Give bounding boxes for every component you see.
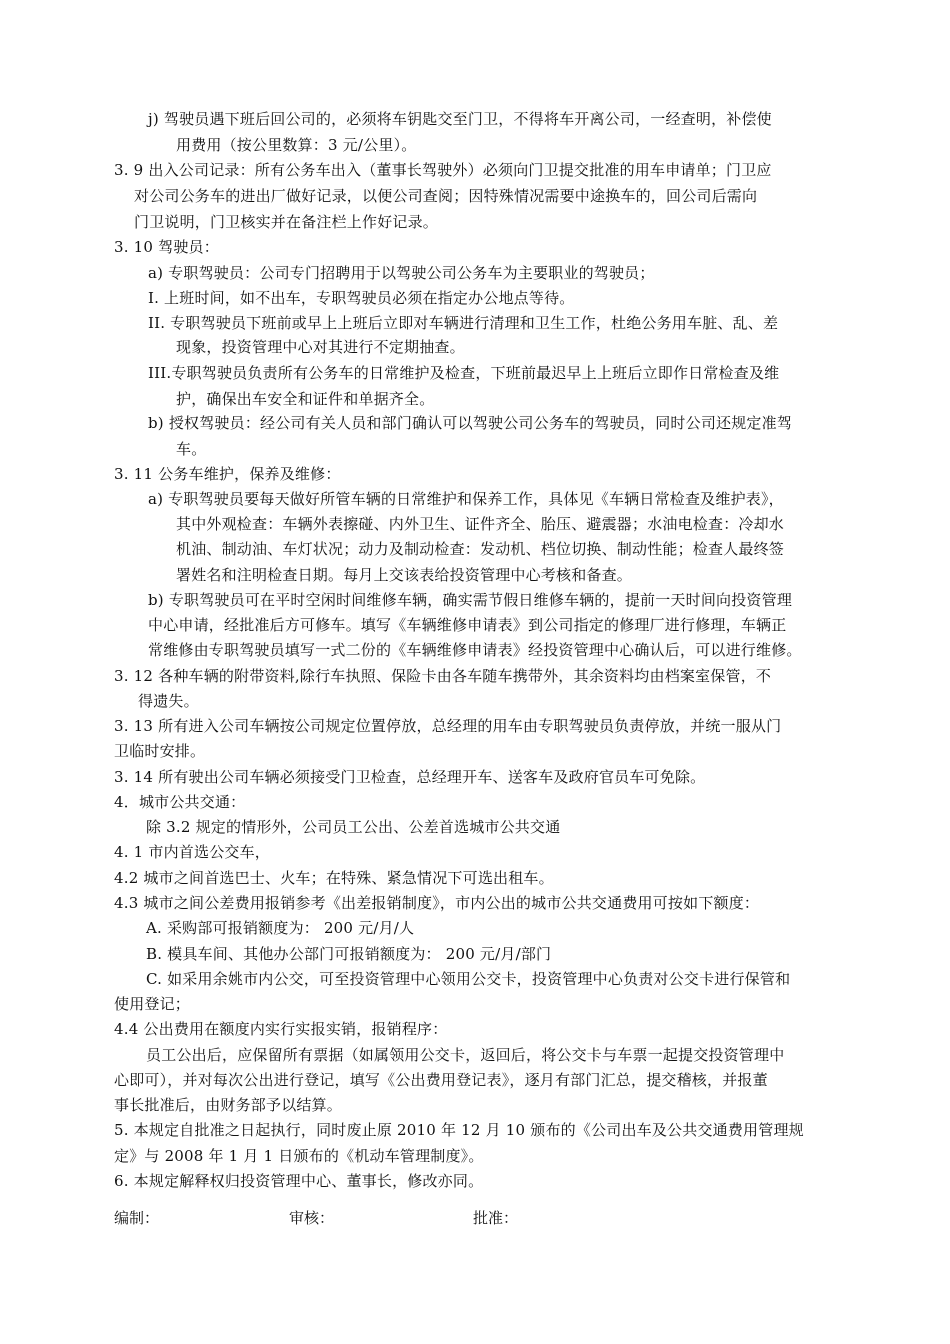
section-3-11-heading: 3. 11 公务车维护，保养及维修： [114,465,341,483]
clause-3-11-a-line-1: a) 专职驾驶员要每天做好所管车辆的日常维护和保养工作，具体见《车辆日常检查及维护表》， [148,490,784,508]
section-4-heading: 4．城市公共交通： [114,793,246,811]
clause-3-12-line-1: 3. 12 各种车辆的附带资料,除行车执照、保险卡由各车随车携带外，其余资料均由档案室保管，不 [114,667,772,685]
clause-3-11-b-line-2: 中心申请，经批准后方可修车。填写《车辆维修申请表》到公司指定的修理厂进行修理，车辆正 [148,616,787,634]
signature-compile-label: 编制： [114,1209,160,1227]
clause-3-11-a-line-2: 其中外观检查：车辆外表擦碰、内外卫生、证件齐全、胎压、避震器；水油电检查：冷却水 [176,515,785,533]
clause-3-10-iii-line-1: III.专职驾驶员负责所有公务车的日常维护及检查，下班前最迟早上上班后立即作日常检查及维 [148,364,780,382]
clause-3-10-ii-line-1: II. 专职驾驶员下班前或早上上班后立即对车辆进行清理和卫生工作，杜绝公务用车脏、乱、差 [148,314,779,332]
clause-3-10-iii-line-2: 护，确保出车安全和证件和单据齐全。 [176,390,435,408]
clause-3-11-a-line-4: 署姓名和注明检查日期。每月上交该表给投资管理中心考核和备查。 [176,566,633,584]
clause-3-13-line-1: 3. 13 所有进入公司车辆按公司规定位置停放，总经理的用车由专职驾驶员负责停放，并统一服从门 [114,717,782,735]
signature-review-label: 审核： [289,1209,335,1227]
clause-3-9-line-1: 3. 9 出入公司记录：所有公务车出入（董事长驾驶外）必须向门卫提交批准的用车申请单；门卫应 [114,161,772,179]
clause-4-3-a: A. 采购部可报销额度为： 200 元/月/人 [146,919,415,937]
clause-5-line-2: 定》与 2008 年 1 月 1 日颁布的《机动车管理制度》。 [114,1147,484,1165]
clause-3-12-line-2: 得遗失。 [138,692,199,710]
clause-3-11-a-line-3: 机油、制动油、车灯状况；动力及制动检查：发动机、档位切换、制动性能；检查人最终签 [176,540,785,558]
clause-3-10-a: a) 专职驾驶员：公司专门招聘用于以驾驶公司公务车为主要职业的驾驶员； [148,264,655,282]
clause-3-10-i: I. 上班时间，如不出车，专职驾驶员必须在指定办公地点等待。 [148,289,575,307]
clause-4-3: 4.3 城市之间公差费用报销参考《出差报销制度》，市内公出的城市公共交通费用可按如下额度： [114,894,760,912]
clause-4-4-body-line-2: 心即可），并对每次公出进行登记，填写《公出费用登记表》，逐月有部门汇总，提交稽核，并报董 [114,1071,768,1089]
clause-4-3-c-line-1: C. 如采用余姚市内公交，可至投资管理中心领用公交卡，投资管理中心负责对公交卡进行保管和 [146,970,791,988]
clause-3-10-b-line-2: 车。 [176,440,207,458]
clause-5-line-1: 5. 本规定自批准之日起执行，同时废止原 2010 年 12 月 10 颁布的《公司出车及公共交通费用管理规 [114,1121,804,1139]
clause-4-3-b: B. 模具车间、其他办公部门可报销额度为： 200 元/月/部门 [146,945,552,963]
clause-3-11-b-line-3: 常维修由专职驾驶员填写一式二份的《车辆维修申请表》经投资管理中心确认后，可以进行维修。 [148,641,802,659]
clause-3-14: 3. 14 所有驶出公司车辆必须接受门卫检查，总经理开车、送客车及政府官员车可免除。 [114,768,706,786]
clause-3-13-line-2: 卫临时安排。 [114,742,206,760]
clause-3-10-b-line-1: b) 授权驾驶员：经公司有关人员和部门确认可以驾驶公司公务车的驾驶员，同时公司还规定准驾 [148,414,793,432]
section-4-intro: 除 3.2 规定的情形外，公司员工公出、公差首选城市公共交通 [146,818,561,836]
clause-4-4: 4.4 公出费用在额度内实行实报实销，报销程序： [114,1020,448,1038]
section-3-10-heading: 3. 10 驾驶员： [114,238,219,256]
clause-6: 6. 本规定解释权归投资管理中心、董事长，修改亦同。 [114,1172,484,1190]
clause-4-1: 4. 1 市内首选公交车， [114,843,270,861]
clause-3-11-b-line-1: b) 专职驾驶员可在平时空闲时间维修车辆，确实需节假日维修车辆的，提前一天时间向投资管理 [148,591,793,609]
clause-4-4-body-line-1: 员工公出后，应保留所有票据（如属领用公交卡，返回后，将公交卡与车票一起提交投资管理中 [146,1046,785,1064]
clause-3-9-line-2: 对公司公务车的进出厂做好记录，以便公司查阅；因特殊情况需要中途换车的，回公司后需向 [134,187,758,205]
clause-j-line-1: j) 驾驶员遇下班后回公司的，必须将车钥匙交至门卫，不得将车开离公司，一经查明，补偿使 [148,110,772,128]
clause-3-9-line-3: 门卫说明，门卫核实并在备注栏上作好记录。 [134,213,439,231]
clause-4-4-body-line-3: 事长批准后，由财务部予以结算。 [114,1096,343,1114]
clause-4-2: 4.2 城市之间首选巴士、火车；在特殊、紧急情况下可选出租车。 [114,869,554,887]
clause-3-10-ii-line-2: 现象，投资管理中心对其进行不定期抽查。 [176,338,465,356]
clause-4-3-c-line-2: 使用登记； [114,995,191,1013]
clause-j-line-2: 用费用（按公里数算：3 元/公里）。 [176,136,417,154]
signature-approve-label: 批准： [473,1209,519,1227]
